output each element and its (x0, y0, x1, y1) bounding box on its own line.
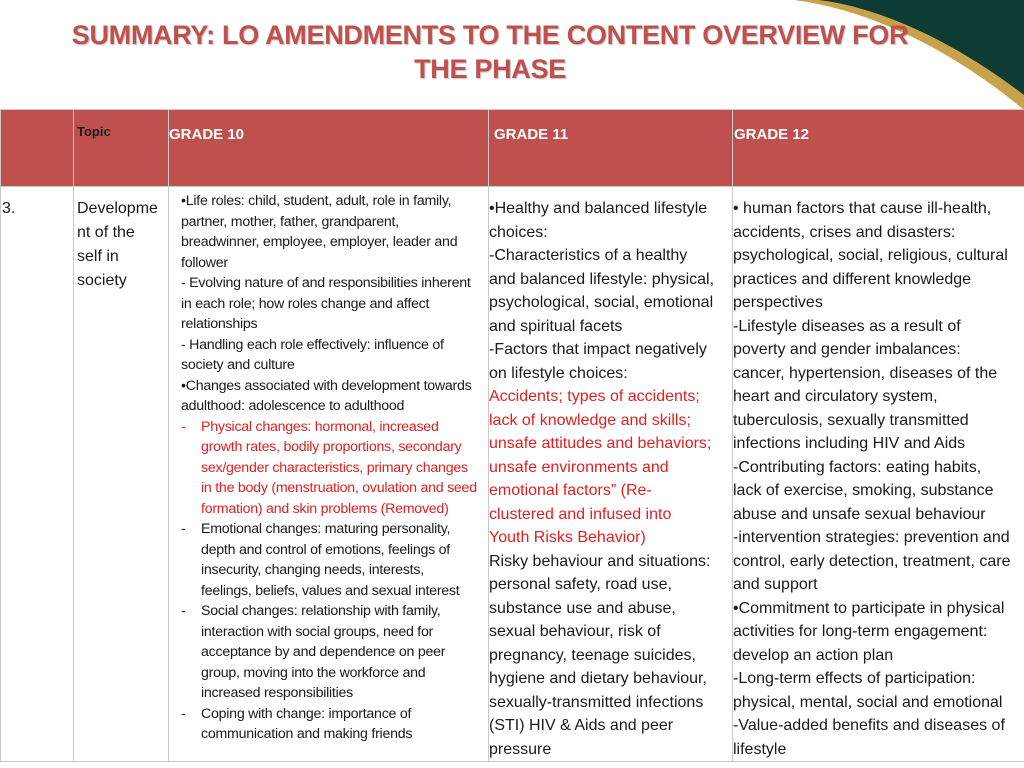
grade-11-line: •Healthy and balanced lifestyle (489, 200, 708, 217)
grade-12-line: poverty and gender imbalances: (733, 341, 961, 358)
grade-11-amendment-line: Youth Risks Behavior) (489, 529, 646, 546)
grade-11-line: -Factors that impact negatively (489, 341, 707, 358)
grade-10-paragraph: - Evolving nature of and responsibilities inherent in each role; how roles change and affect relationships (181, 275, 471, 332)
grade-12-line: practices and different knowledge (733, 270, 972, 288)
grade-12-line: infections including HIV and Aids (733, 435, 966, 452)
grade-11-amendment-text: emotional factors” ( (489, 482, 626, 499)
grade-12-line: lifestyle (733, 740, 787, 758)
topic-cell (74, 187, 169, 762)
header-grade-11: GRADE 11 (489, 110, 733, 187)
grade-11-cell (489, 187, 733, 762)
grade-11-amendment-line: clustered and infused into (489, 505, 672, 523)
grade-12-line: accidents, crises and disasters: (733, 223, 956, 241)
grade-12-line: -intervention strategies: prevention and (733, 529, 1010, 546)
grade-12-line: perspectives (733, 294, 823, 311)
header-number (1, 110, 74, 187)
grade-12-line: -Contributing factors: eating habits, (733, 458, 982, 476)
grade-12-line: abuse and unsafe sexual behaviour (733, 505, 986, 523)
grade-11-line: sexually-transmitted infections (489, 693, 704, 711)
grade-11-line: -Characteristics of a healthy (489, 247, 688, 264)
header-topic: Topic (74, 110, 169, 187)
grade-10-cell (169, 187, 489, 762)
topic-line: self in (77, 248, 119, 265)
grade-10-paragraph: - Handling each role effectively: influence of society and culture (181, 336, 444, 373)
grade-11-line: choices: (489, 223, 548, 241)
change-item: - Coping with change: importance of communication and making friends (181, 704, 478, 745)
page-title (0, 18, 980, 86)
grade-11-amendment-note: Re- (625, 482, 652, 499)
grade-12-line: develop an action plan (733, 646, 894, 664)
grade-12-line: heart and circulatory system, (733, 388, 938, 405)
change-item: - Emotional changes: maturing personality, depth and control of emotions, feelings of insecurity, changing needs, interests, feelings, beliefs, values and sexual interest (181, 519, 478, 601)
grade-12-line: -Lifestyle diseases as a result of (733, 317, 961, 335)
topic-line: Developme (77, 200, 158, 217)
grade-12-line: -Value-added benefits and diseases of (733, 717, 1005, 734)
grade-12-line: •Commitment to participate in physical (733, 599, 1005, 617)
grade-11-line: and spiritual facets (489, 317, 623, 335)
change-item: - Social changes: relationship with family, interaction with social groups, need for acceptance by and dependence on peer group, moving into the workforce and increased responsibilities (181, 601, 478, 704)
grade-12-line: • human factors that cause ill-health, (733, 200, 992, 217)
table-row (1, 187, 1024, 762)
grade-11-line: personal safety, road use, (489, 576, 672, 593)
grade-11-amendment-line: Accidents; types of accidents; (489, 388, 700, 405)
grade-12-line: control, early detection, treatment, care (733, 552, 1011, 570)
grade-11-line: Risky behaviour and situations: (489, 552, 711, 570)
grade-11-line: pregnancy, teenage suicides, (489, 646, 696, 664)
grade-12-line: physical, mental, social and emotional (733, 693, 1003, 711)
grade-11-mixed-line (489, 479, 732, 503)
grade-12-line: activities for long-term engagement: (733, 623, 988, 640)
grade-12-line: and support (733, 576, 818, 593)
removed-change-item: - Physical changes: hormonal, increased growth rates, bodily proportions, secondary sex/gender characteristics, primary changes in the body (menstruation, ovulation and seed formation) and skin problems (Removed) (181, 417, 478, 520)
header-grade-12: GRADE 12 (733, 110, 1024, 187)
header-grade-10: GRADE 10 (169, 110, 489, 187)
grade-11-amendment-line: unsafe attitudes and behaviors; (489, 435, 712, 452)
grade-12-cell (733, 187, 1024, 762)
grade-12-line: tuberculosis, sexually transmitted (733, 411, 969, 429)
grade-11-amendment-line: lack of knowledge and skills; (489, 411, 691, 429)
table-header-row (1, 110, 1024, 187)
grade-11-line: sexual behaviour, risk of (489, 623, 661, 640)
grade-11-line: substance use and abuse, (489, 599, 676, 617)
grade-11-line: pressure (489, 740, 552, 758)
row-number: 3. (1, 187, 74, 762)
grade-10-paragraph: •Changes associated with development towards adulthood: adolescence to adulthood (181, 377, 472, 414)
grade-11-line: (STI) HIV & Aids and peer (489, 717, 674, 734)
grade-11-line: on lifestyle choices: (489, 364, 628, 382)
grade-11-amendment-line: unsafe environments and (489, 458, 669, 476)
topic-line: nt of the (77, 224, 135, 241)
topic-line: society (77, 272, 127, 289)
content-overview-table (0, 109, 1024, 762)
grade-12-line: cancer, hypertension, diseases of the (733, 364, 998, 382)
page-title-line-1: SUMMARY: LO AMENDMENTS TO THE CONTENT OVERVIEW FOR (71, 20, 909, 50)
grade-11-line: hygiene and dietary behaviour, (489, 670, 707, 687)
grade-10-paragraph: •Life roles: child, student, adult, role in family, partner, mother, father, grandparent, breadwinner, employee, employer, leader and follower (181, 193, 458, 271)
grade-12-line: lack of exercise, smoking, substance (733, 482, 994, 499)
grade-11-line: psychological, social, emotional (489, 294, 714, 311)
grade-12-line: psychological, social, religious, cultural (733, 247, 1008, 264)
grade-11-line: and balanced lifestyle: physical, (489, 270, 715, 288)
grade-12-line: -Long-term effects of participation: (733, 670, 976, 687)
development-changes-list (181, 417, 478, 745)
page-title-line-2: THE PHASE (414, 54, 566, 84)
